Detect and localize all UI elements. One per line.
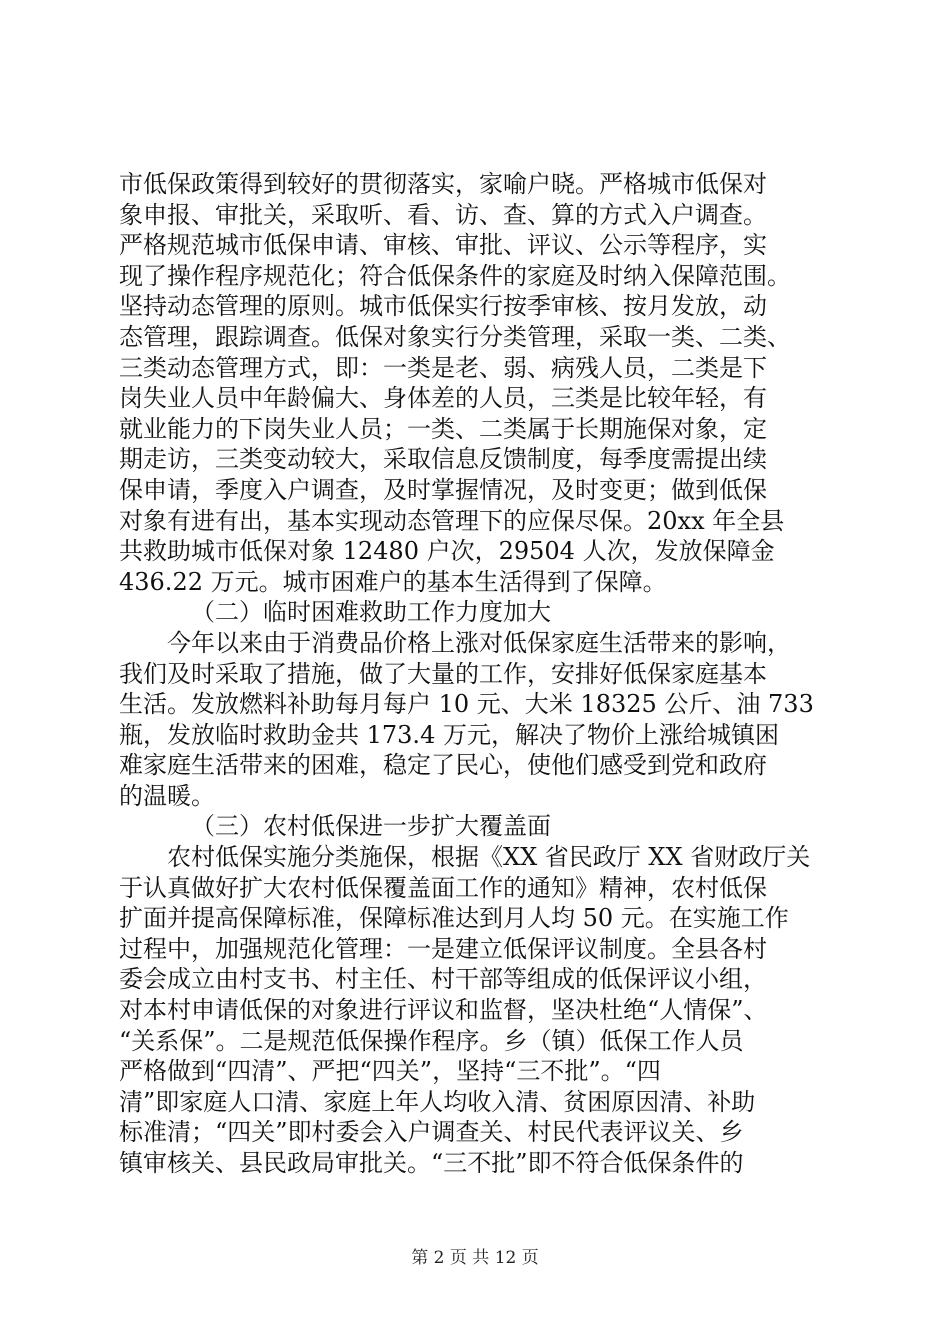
text-line: 生活。发放燃料补助每月每户 10 元、大米 18325 公斤、油 733: [119, 690, 814, 719]
text-line: 扩面并提高保障标准，保障标准达到月人均 50 元。在实施工作: [119, 904, 789, 933]
text-line: 对象有进有出，基本实现动态管理下的应保尽保。20xx 年全县: [119, 506, 785, 535]
text-line: 标准清；“四关”即村委会入户调查关、村民代表评议关、乡: [119, 1118, 744, 1147]
text-line: 坚持动态管理的原则。城市低保实行按季审核、按月发放，动: [119, 292, 767, 321]
text-line: 保申请，季度入户调查，及时掌握情况，及时变更；做到低保: [119, 475, 767, 504]
text-line: 瓶，发放临时救助金共 173.4 万元，解决了物价上涨给城镇困: [119, 720, 779, 749]
text-line: 于认真做好扩大农村低保覆盖面工作的通知》精神，农村低保: [119, 873, 767, 902]
page-number-label: 第 2 页 共 12 页: [411, 1248, 539, 1268]
text-line: 我们及时采取了措施，做了大量的工作，安排好低保家庭基本: [119, 659, 767, 688]
text-line: 共救助城市低保对象 12480 户次，29504 人次，发放保障金: [119, 537, 775, 566]
text-line: 镇审核关、县民政局审批关。“三不批”即不符合低保条件的: [119, 1149, 744, 1177]
section-heading: （三）农村低保进一步扩大覆盖面: [191, 812, 551, 841]
text-line: 现了操作程序规范化；符合低保条件的家庭及时纳入保障范围。: [119, 261, 791, 290]
text-line: 委会成立由村支书、村主任、村干部等组成的低保评议小组，: [119, 965, 767, 994]
text-line: 严格规范城市低保申请、审核、审批、评议、公示等程序，实: [119, 231, 767, 260]
text-line: 期走访，三类变动较大，采取信息反馈制度，每季度需提出续: [119, 445, 767, 474]
page-footer: [0, 1243, 950, 1268]
text-line: 象申报、审批关，采取听、看、访、查、算的方式入户调查。: [119, 200, 767, 229]
text-line: 对本村申请低保的对象进行评议和监督，坚决杜绝“人情保”、: [119, 996, 768, 1025]
text-line: 436.22 万元。城市困难户的基本生活得到了保障。: [119, 567, 667, 596]
text-line: 清”即家庭人口清、家庭上年人均收入清、贫困原因清、补助: [119, 1087, 756, 1116]
paragraph-first-line: 今年以来由于消费品价格上涨对低保家庭生活带来的影响，: [167, 628, 791, 657]
text-line: 市低保政策得到较好的贯彻落实，家喻户晓。严格城市低保对: [119, 170, 767, 198]
section-heading: （二）临时困难救助工作力度加大: [191, 598, 551, 627]
text-line: 的温暖。: [119, 781, 215, 810]
text-line: 岗失业人员中年龄偏大、身体差的人员，三类是比较年轻，有: [119, 384, 767, 413]
text-line: 难家庭生活带来的困难，稳定了民心，使他们感受到党和政府: [119, 751, 767, 780]
text-line: 过程中，加强规范化管理：一是建立低保评议制度。全县各村: [119, 934, 767, 963]
paragraph-first-line: 农村低保实施分类施保，根据《XX 省民政厅 XX 省财政厅关: [167, 843, 811, 872]
text-line: 态管理，跟踪调查。低保对象实行分类管理，采取一类、二类、: [119, 322, 791, 351]
text-line: “关系保”。二是规范低保操作程序。乡（镇）低保工作人员: [119, 1026, 744, 1055]
text-line: 三类动态管理方式，即：一类是老、弱、病残人员，二类是下: [119, 353, 767, 382]
text-line: 严格做到“四清”、严把“四关”，坚持“三不批”。“四: [119, 1057, 661, 1086]
text-line: 就业能力的下岗失业人员；一类、二类属于长期施保对象，定: [119, 414, 767, 443]
document-body: [119, 169, 839, 1179]
